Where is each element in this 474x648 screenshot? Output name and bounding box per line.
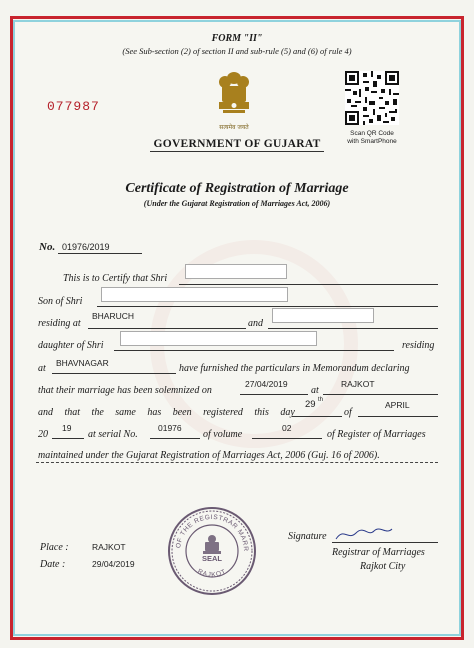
line6-at: at — [311, 385, 319, 396]
redacted-bride-father — [120, 331, 317, 346]
national-emblem-icon — [213, 68, 255, 128]
line8-20: 20 — [38, 429, 48, 440]
date-label: Date : — [40, 559, 66, 570]
line5-text: have furnished the particulars in Memorandum declaring — [179, 363, 410, 374]
redacted-bride-name — [272, 308, 374, 323]
line7-text: and that the same has been registered this day — [38, 407, 295, 418]
registrar-title: Registrar of Marriages — [332, 547, 425, 558]
line7-day-suffix: th — [318, 397, 324, 403]
line6-date: 27/04/2019 — [245, 379, 288, 389]
form-title: FORM "II" — [211, 33, 263, 44]
line6-underline-2 — [323, 394, 438, 395]
line4-text: daughter of Shri — [38, 340, 104, 351]
line8-volume-label: of volume — [203, 429, 243, 440]
line6-underline — [240, 394, 308, 395]
line3-underline-2 — [268, 328, 438, 329]
line7-underline-2 — [358, 416, 438, 417]
line6-place: RAJKOT — [341, 379, 375, 389]
line9-underline — [36, 462, 438, 463]
line7-of: of — [344, 407, 352, 418]
line8-underline-volume — [252, 438, 322, 439]
line3-underline — [88, 328, 246, 329]
line3-text: residing at — [38, 318, 81, 329]
line5-at: at — [38, 363, 46, 374]
registrar-city: Rajkot City — [360, 561, 406, 572]
date-value: 29/04/2019 — [92, 559, 135, 569]
line8-underline-serial — [150, 438, 200, 439]
redacted-groom-name — [185, 264, 287, 279]
no-underline — [58, 253, 142, 254]
line1-underline — [179, 284, 438, 285]
svg-text:SEAL OF THE REGISTRAR MARRIAGE: OF THE REGISTRAR MARR — [175, 513, 250, 552]
seal-center-text: SEAL — [201, 554, 222, 563]
signature-icon — [334, 525, 394, 543]
emblem-caption: सत्यमेव जयते — [219, 124, 249, 131]
line4-underline — [114, 350, 394, 351]
no-label: No. — [39, 241, 56, 253]
line8-year: 19 — [62, 423, 72, 433]
line7-underline — [292, 416, 342, 417]
line5-underline — [52, 373, 176, 374]
svg-text:RAJKOT: RAJKOT — [196, 568, 228, 579]
line7-day: 29 — [305, 399, 316, 410]
qr-code-icon — [345, 71, 399, 125]
no-value: 01976/2019 — [62, 242, 110, 252]
registrar-seal-icon — [166, 505, 258, 597]
line8-serial: 01976 — [158, 423, 182, 433]
qr-caption-1: Scan QR Code — [350, 130, 394, 137]
line2-underline — [97, 306, 438, 307]
line8-text: at serial No. — [88, 429, 138, 440]
heading-underline — [150, 151, 324, 152]
serial-number: 077987 — [47, 99, 100, 114]
line8-volume: 02 — [282, 423, 292, 433]
signature-label: Signature — [288, 531, 327, 542]
place-label: Place : — [40, 542, 69, 553]
form-subtitle: (See Sub-section (2) of section II and sub-rule (5) and (6) of rule 4) — [122, 46, 352, 56]
line3-value: BHARUCH — [92, 311, 135, 321]
line5-value: BHAVNAGAR — [56, 358, 109, 368]
line4-residing: residing — [402, 340, 435, 351]
line9-text: maintained under the Gujarat Registration of Marriages Act, 2006 (Guj. 16 of 2006). — [38, 450, 380, 461]
qr-caption-2: with SmartPhone — [347, 138, 397, 145]
line1-text: This is to Certify that Shri — [63, 273, 168, 284]
line8-underline-year — [52, 438, 84, 439]
line8-register: of Register of Marriages — [327, 429, 426, 440]
line2-text: Son of Shri — [38, 296, 83, 307]
certificate-subtitle: (Under the Gujarat Registration of Marriages Act, 2006) — [143, 199, 331, 208]
line3-and: and — [248, 318, 263, 329]
certificate-title: Certificate of Registration of Marriage — [125, 181, 349, 196]
place-value: RAJKOT — [92, 542, 126, 552]
government-heading: GOVERNMENT OF GUJARAT — [153, 138, 321, 150]
line7-month: APRIL — [385, 400, 410, 410]
line6-text: that their marriage has been solemnized on — [38, 385, 212, 396]
redacted-groom-father — [101, 287, 288, 302]
